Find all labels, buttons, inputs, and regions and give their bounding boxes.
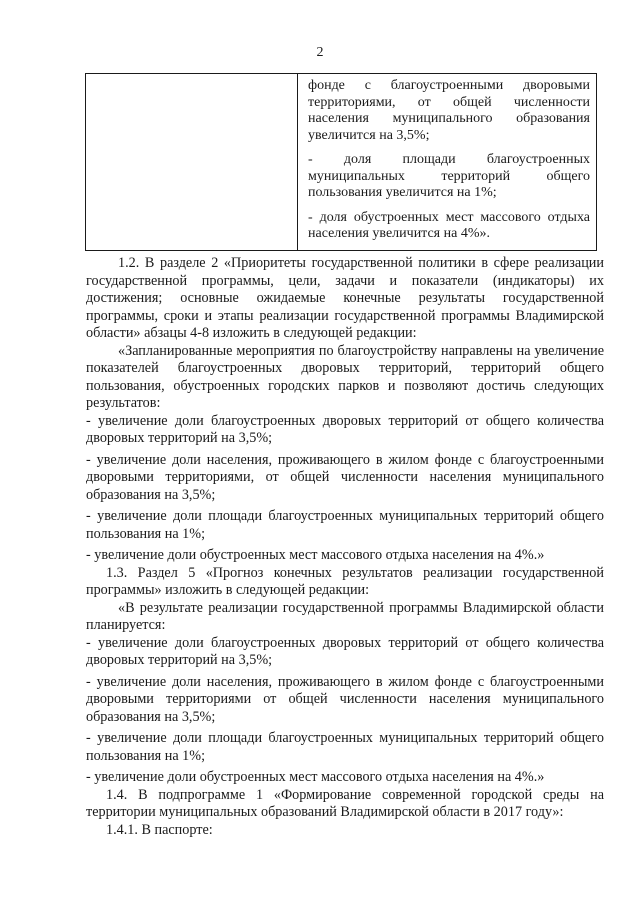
table-cell-left [86,74,298,251]
list-item: - увеличение доли населения, проживающего в жилом фонде с благоустроенными дворовыми территориями, от общей численности населения муниципального образования на 3,5%; [86,451,604,503]
continued-passport-table [85,73,597,251]
list-item: - увеличение доли площади благоустроенных муниципальных территорий общего пользования на 1%; [86,508,604,542]
list-item: - увеличение доли благоустроенных дворовых территорий от общего количества дворовых территорий на 3,5%; [86,412,604,446]
list-item: - увеличение доли обустроенных мест массового отдыха населения на 4%.» [86,769,545,785]
list-item: - увеличение доли населения, проживающего в жилом фонде с благоустроенными дворовыми территориями от общей численности населения муниципального образования на 3,5%; [86,673,604,725]
paragraph-1-3: 1.3. Раздел 5 «Прогноз конечных результатов реализации государственной программы» изложить в следующей редакции: [86,564,604,598]
document-body [86,255,604,839]
table-cell-paragraph: - доля обустроенных мест массового отдыха населения увеличится на 4%». [308,209,590,241]
quote-1-intro: «Запланированные мероприятия по благоустройству направлены на увеличение показателей благоустроенных дворовых территорий, территорий общего пользования, обустроенных городских парков и позволяют достичь следующих результатов: [86,342,604,411]
paragraph-1-4-1: 1.4.1. В паспорте: [106,821,213,838]
table-cell-right [298,74,597,251]
table-cell-paragraph: - доля площади благоустроенных муниципальных территорий общего пользования увеличится на 1%; [308,152,590,200]
table-row [86,74,597,251]
list-item: - увеличение доли площади благоустроенных муниципальных территорий общего пользования на 1%; [86,730,604,764]
paragraph-1-2: 1.2. В разделе 2 «Приоритеты государственной политики в сфере реализации государственной программы, цели, задачи и показатели (индикаторы) их достижения; основные ожидаемые конечные результаты государственной программы, сроки и этапы реализации государственной программы Владимирской области» абзацы 4-8 изложить в следующей редакции: [86,255,604,341]
table-cell-paragraph: фонде с благоустроенными дворовыми территориями, от общей численности населения муниципального образования увеличится на 3,5%; [308,78,590,143]
list-item: - увеличение доли обустроенных мест массового отдыха населения на 4%.» [86,547,545,563]
list-item: - увеличение доли благоустроенных дворовых территорий от общего количества дворовых территорий на 3,5%; [86,634,604,668]
quote-2-intro: «В результате реализации государственной программы Владимирской области планируется: [86,599,604,633]
page-number: 2 [316,45,324,60]
paragraph-1-4: 1.4. В подпрограмме 1 «Формирование современной городской среды на территории муниципальных образований Владимирской области в 2017 году»: [86,786,604,820]
